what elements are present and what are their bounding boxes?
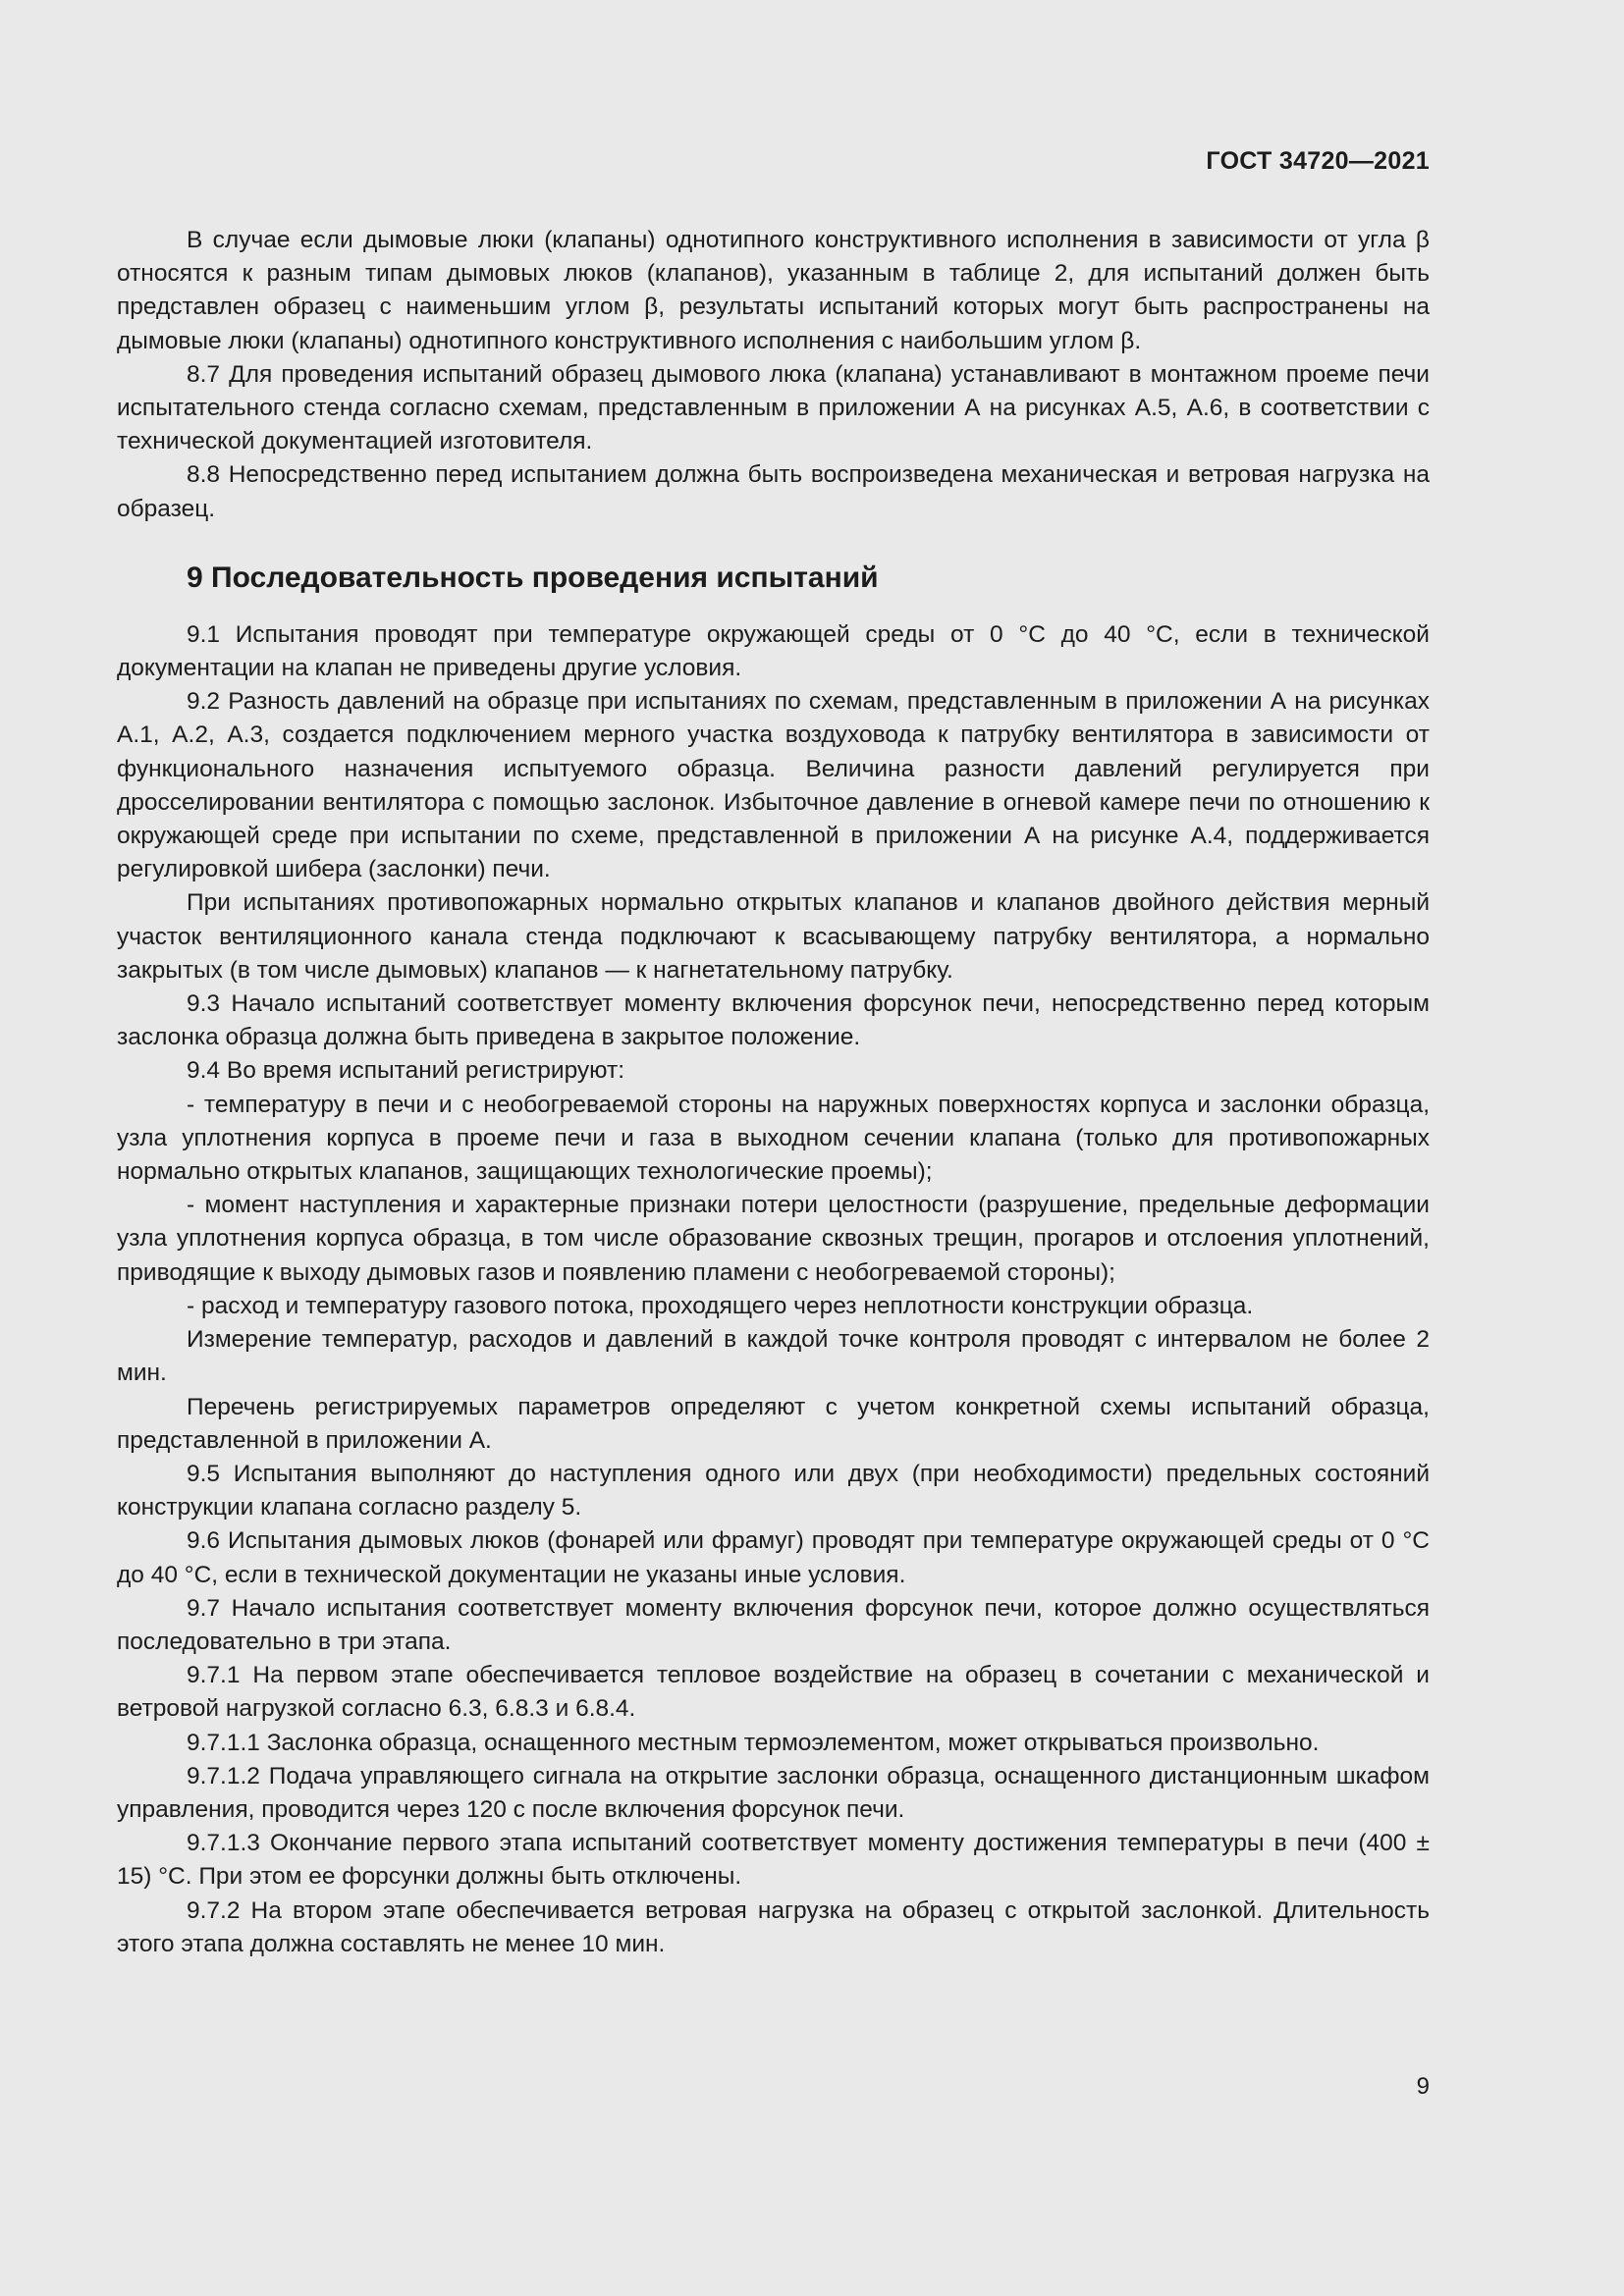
section-title: 9 Последовательность проведения испытаний [187, 561, 879, 594]
paragraph-9-7-1-3: 9.7.1.3 Окончание первого этапа испытаний соответствует моменту достижения температуры в печи (400 ± 15) °С. При этом ее форсунки должны быть отключены. [117, 1830, 1430, 1891]
paragraph-9-2-cont: При испытаниях противопожарных нормально открытых клапанов и клапанов двойного действия мерный участок вентиляционного канала стенда подключают к всасывающему патрубку вентилятора, а нормально закрытых (в том числе дымовых) клапанов — к нагнетательному патрубку. [117, 889, 1430, 984]
paragraph-9-7-2: 9.7.2 На втором этапе обеспечивается ветровая нагрузка на образец с открытой заслонкой. Длительность этого этапа должна составлять не менее 10 мин. [117, 1896, 1430, 1957]
paragraph-9-5: 9.5 Испытания выполняют до наступления одного или двух (при необходимости) предельных состояний конструкции клапана согласно разделу 5. [117, 1460, 1430, 1522]
paragraph-9-1: 9.1 Испытания проводят при температуре окружающей среды от 0 °С до 40 °С, если в технической документации на клапан не приведены другие условия. [117, 620, 1430, 682]
paragraph-9-7: 9.7 Начало испытания соответствует моменту включения форсунок печи, которое должно осуществляться последовательно в три этапа. [117, 1594, 1430, 1655]
document-body [117, 224, 1430, 1961]
paragraph-9-7-1-1: 9.7.1.1 Заслонка образца, оснащенного местным термоэлементом, может открываться произвольно. [187, 1729, 1320, 1756]
paragraph-8-7: 8.7 Для проведения испытаний образец дымового люка (клапана) устанавливают в монтажном проеме печи испытательного стенда согласно схемам, представленным в приложении А на рисунках А.5, А.6, в соответствии с технической документацией изготовителя. [117, 360, 1430, 455]
paragraph-9-6: 9.6 Испытания дымовых люков (фонарей или фрамуг) проводят при температуре окружающей среды от 0 °С до 40 °С, если в технической документации не указаны иные условия. [117, 1527, 1430, 1588]
document-header: ГОСТ 34720—2021 [1206, 147, 1430, 175]
paragraph-8-8: 8.8 Непосредственно перед испытанием должна быть воспроизведена механическая и ветровая нагрузка на образец. [117, 461, 1430, 522]
page-number: 9 [1416, 2073, 1430, 2100]
paragraph-measurement-interval: Измерение температур, расходов и давлений в каждой точке контроля проводят с интервалом не более 2 мин. [117, 1326, 1430, 1387]
paragraph-9-7-1: 9.7.1 На первом этапе обеспечивается тепловое воздействие на образец в сочетании с механической и ветровой нагрузкой согласно 6.3, 6.8.3 и 6.8.4. [117, 1662, 1430, 1723]
list-item-flow: - расход и температуру газового потока, проходящего через неплотности конструкции образца. [187, 1292, 1254, 1319]
paragraph-beta-note: В случае если дымовые люки (клапаны) однотипного конструктивного исполнения в зависимости от угла β относятся к разным типам дымовых люков (клапанов), указанным в таблице 2, для испытаний должен быть представлен образец с наименьшим углом β, результаты испытаний которых могут быть распространены на дымовые люки (клапаны) однотипного конструктивного исполнения с наибольшим углом β. [117, 227, 1430, 354]
list-item-temperature: - температуру в печи и с необогреваемой стороны на наружных поверхностях корпуса и заслонки образца, узла уплотнения корпуса в проеме печи и газа в выходном сечении клапана (только для противопожарных нормально открытых клапанов, защищающих технологические проемы); [117, 1091, 1430, 1186]
paragraph-9-2: 9.2 Разность давлений на образце при испытаниях по схемам, представленным в приложении А на рисунках А.1, А.2, А.3, создается подключением мерного участка воздуховода к патрубку вентилятора в зависимости от функционального назначения испытуемого образца. Величина разности давлений регулируется при дросселировании вентилятора с помощью заслонок. Избыточное давление в огневой камере печи по отношению к окружающей среде при испытании по схеме, представленной в приложении А на рисунке А.4, поддерживается регулировкой шибера (заслонки) печи. [117, 688, 1430, 883]
paragraph-9-7-1-2: 9.7.1.2 Подача управляющего сигнала на открытие заслонки образца, оснащенного дистанционным шкафом управления, проводится через 120 с после включения форсунок печи. [117, 1762, 1430, 1823]
paragraph-9-4: 9.4 Во время испытаний регистрируют: [187, 1057, 625, 1085]
paragraph-parameters-list: Перечень регистрируемых параметров определяют с учетом конкретной схемы испытаний образца, представленной в приложении А. [117, 1393, 1430, 1454]
list-item-integrity: - момент наступления и характерные признаки потери целостности (разрушение, предельные деформации узла уплотнения корпуса образца, в том числе образование сквозных трещин, прогаров и отслоения уплотнений, приводящие к выходу дымовых газов и появлению пламени с необогреваемой стороны); [117, 1192, 1430, 1286]
paragraph-9-3: 9.3 Начало испытаний соответствует моменту включения форсунок печи, непосредственно перед которым заслонка образца должна быть приведена в закрытое положение. [117, 990, 1430, 1051]
